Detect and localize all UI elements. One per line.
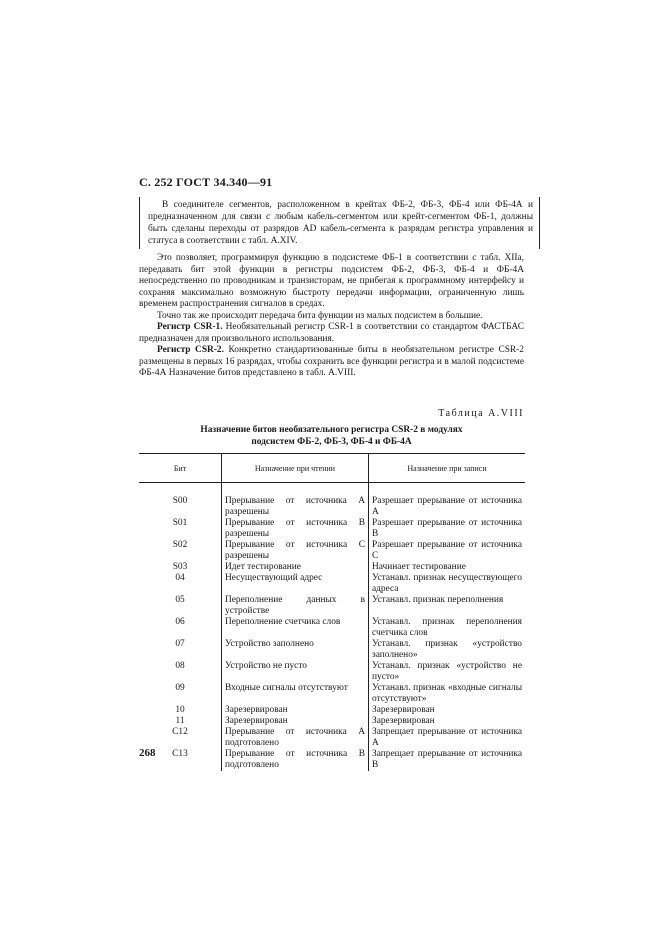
read-cell: Несуществующий адрес	[222, 573, 369, 595]
table-row	[139, 661, 525, 683]
column-header-write: Назначение при записи	[369, 454, 526, 483]
column-header-read: Назначение при чтении	[222, 454, 369, 483]
write-cell: Устанавл. признак «устройство заполнено»	[369, 639, 526, 661]
write-cell: Зарезервирован	[369, 716, 526, 727]
read-cell: Прерывание от источника А разрешены	[222, 496, 369, 518]
bit-cell: 07	[175, 639, 185, 649]
read-cell: Зарезервирован	[222, 716, 369, 727]
table-row	[139, 705, 525, 716]
csr1-text: Необязательный регистр CSR-1 в соответствии со стандартом ФАСТБАС предназначен для произвольного использования.	[139, 322, 524, 344]
write-cell: Начинает тестирование	[369, 562, 526, 573]
table-row	[139, 573, 525, 595]
bit-cell: 04	[175, 573, 185, 583]
read-cell: Идет тестирование	[222, 562, 369, 573]
read-cell: Прерывание от источника С разрешены	[222, 540, 369, 562]
paragraph-1: Это позволяет, программируя функцию в подсистеме ФБ-1 в соответствии с табл. XIIа, передавать бит этой функции в регистры подсистем ФБ-2, ФБ-3, ФБ-4 и ФБ-4А непосредственно по проводникам и транзисторам, не прибегая к программному интерфейсу и сохраняя максимально возможную быстроту передачи информации, ограниченную лишь временем распространения сигналов в средах.	[139, 253, 524, 309]
read-cell: Переполнение счетчика слов	[222, 617, 369, 639]
write-cell: Устанавл. признак «входные сигналы отсутствуют»	[369, 683, 526, 705]
table-row	[139, 496, 525, 518]
table-title	[139, 424, 524, 448]
bit-cell: 06	[175, 617, 185, 627]
write-cell: Разрешает прерывание от источника С	[369, 540, 526, 562]
table-header-row	[139, 454, 525, 483]
bit-cell: 08	[175, 661, 185, 671]
bit-cell: C12	[172, 727, 188, 737]
table-row	[139, 518, 525, 540]
read-cell: Прерывание от источника В подготовлено	[222, 749, 369, 771]
write-cell: Разрешает прерывание от источника В	[369, 518, 526, 540]
table-row	[139, 749, 525, 771]
read-cell: Переполнение данных в устройстве	[222, 595, 369, 617]
read-cell: Прерывание от источника А подготовлено	[222, 727, 369, 749]
body-text	[139, 253, 524, 380]
bit-cell: 11	[175, 716, 185, 726]
read-cell: Устройство не пусто	[222, 661, 369, 683]
bit-cell: S00	[172, 496, 188, 506]
paragraph-2: Точно так же происходит передача бита функции из малых подсистем в большие.	[157, 310, 483, 321]
table-row	[139, 683, 525, 705]
bit-cell: 10	[175, 705, 185, 715]
boxed-paragraph	[139, 197, 540, 249]
bits-table	[139, 453, 525, 771]
table-spacer-row	[139, 483, 525, 497]
page-header: С. 252 ГОСТ 34.340—91	[139, 175, 273, 189]
paragraph-csr2	[139, 345, 524, 380]
bit-cell: C13	[172, 749, 188, 759]
table-body	[139, 483, 525, 772]
read-cell: Прерывание от источника В разрешены	[222, 518, 369, 540]
write-cell: Зарезервирован	[369, 705, 526, 716]
write-cell: Устанавл. признак «устройство не пусто»	[369, 661, 526, 683]
table-row	[139, 595, 525, 617]
bit-cell: S02	[172, 540, 188, 550]
read-cell: Зарезервирован	[222, 705, 369, 716]
bit-cell: 09	[175, 683, 185, 693]
table-row	[139, 562, 525, 573]
csr1-lead: Регистр CSR-1.	[157, 322, 223, 332]
page-number: 268	[139, 747, 156, 759]
bit-cell: S01	[172, 518, 188, 528]
table-row	[139, 617, 525, 639]
table-label: Таблица A.VIII	[438, 408, 524, 419]
table-row	[139, 716, 525, 727]
write-cell: Устанавл. признак несуществующего адреса	[369, 573, 526, 595]
table-row	[139, 639, 525, 661]
boxed-paragraph-text: В соединителе сегментов, расположенном в крейтах ФБ-2, ФБ-3, ФБ-4 или ФБ-4А и предназначенном для связи с любым кабель-сегментом или крейт-сегментом ФБ-1, должны быть сделаны переходы от разрядов AD кабель-сегмента к разрядам регистра управления и статуса в соответствии с табл. A.XIV.	[148, 200, 533, 246]
table-row	[139, 540, 525, 562]
bit-cell: 05	[175, 595, 185, 605]
write-cell: Устанавл. признак переполнения счетчика слов	[369, 617, 526, 639]
read-cell: Входные сигналы отсутствуют	[222, 683, 369, 705]
bit-cell: S03	[172, 562, 188, 572]
write-cell: Устанавл. признак переполнения	[369, 595, 526, 617]
paragraph-csr1	[139, 322, 524, 345]
column-header-bit: Бит	[139, 454, 222, 483]
table-title-line-2: подсистем ФБ-2, ФБ-3, ФБ-4 и ФБ-4А	[251, 437, 412, 447]
table-row	[139, 727, 525, 749]
csr2-lead: Регистр CSR-2.	[157, 345, 224, 355]
read-cell: Устройство заполнено	[222, 639, 369, 661]
write-cell: Запрещает прерывание от источника В	[369, 749, 526, 771]
write-cell: Разрешает прерывание от источника А	[369, 496, 526, 518]
csr2-text: Конкретно стандартизованные биты в необязательном регистре CSR-2 размещены в первых 16 разрядах, чтобы сохранить все функции регистра и в малой подсистеме ФБ-4А Назначение битов представлено в табл. A.VIII.	[139, 345, 524, 378]
write-cell: Запрещает прерывание от источника А	[369, 727, 526, 749]
table-title-line-1: Назначение битов необязательного регистра CSR-2 в модулях	[200, 425, 463, 435]
